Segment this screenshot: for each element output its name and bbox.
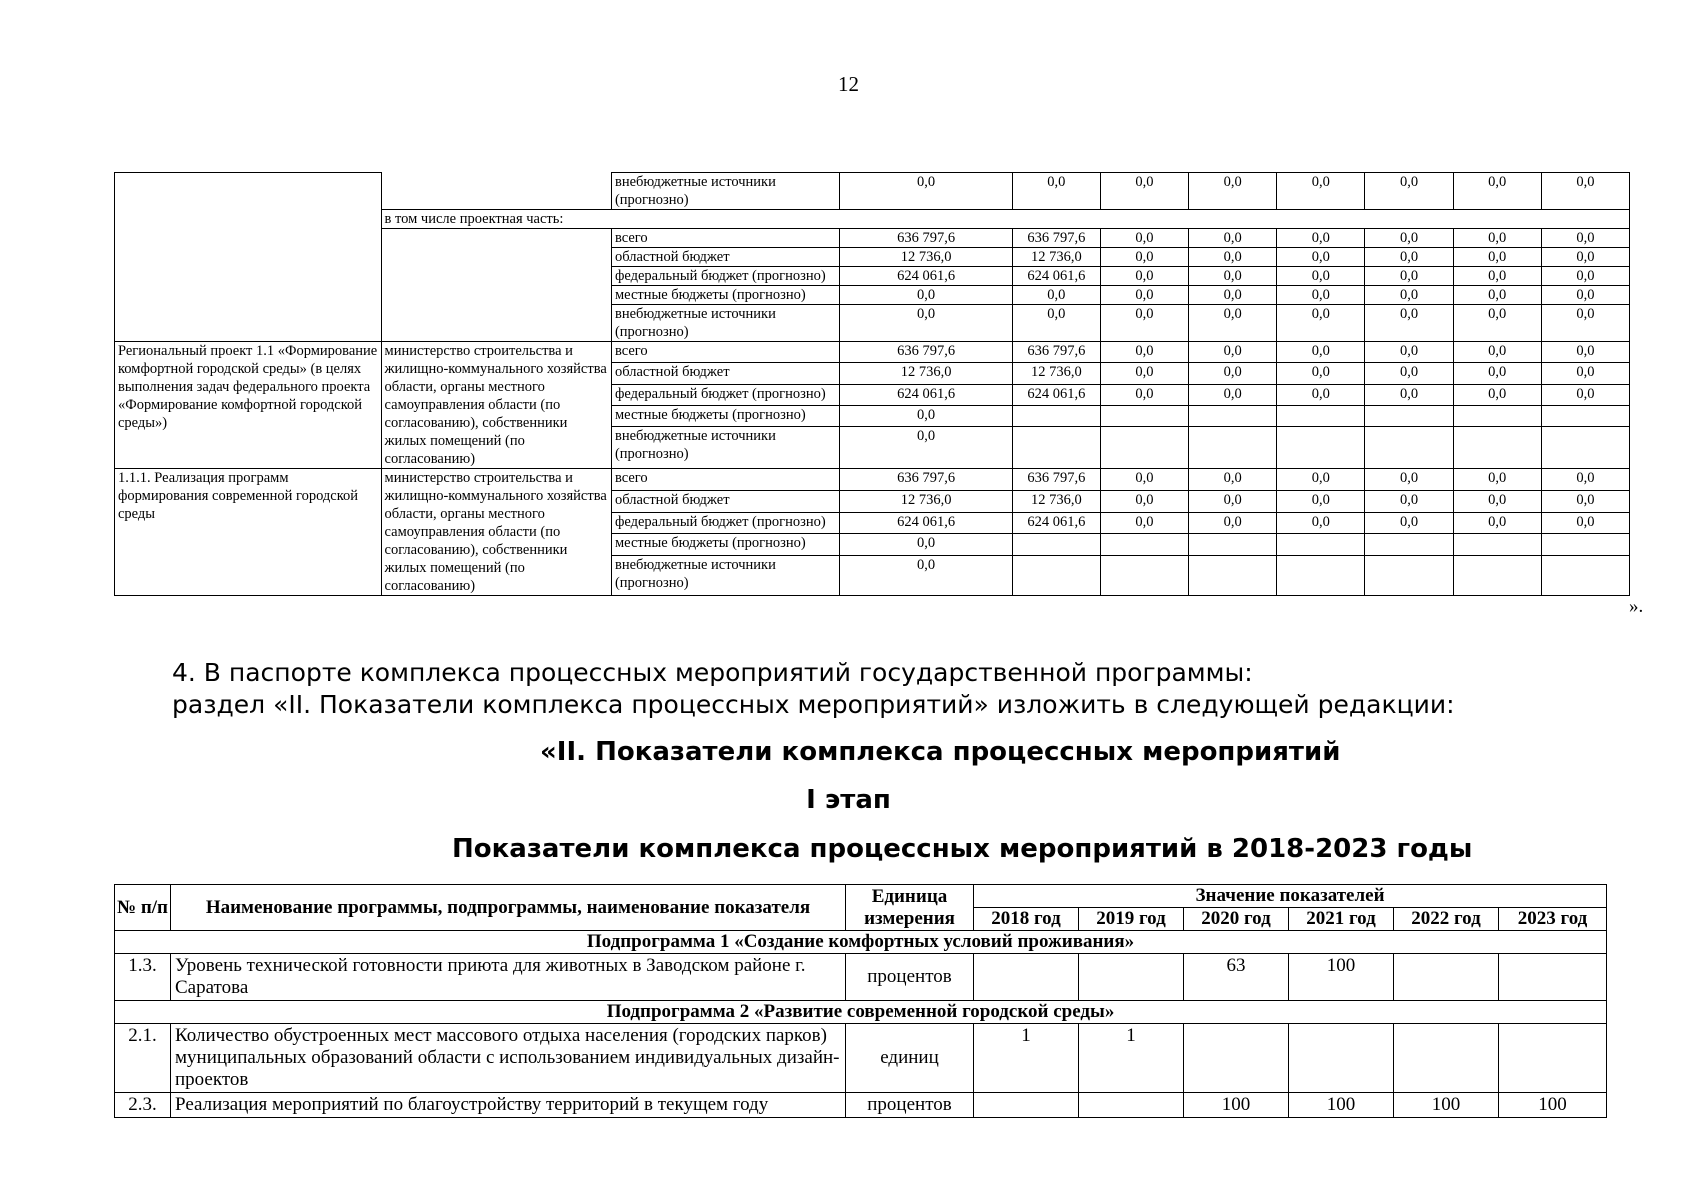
budget-value: 0,0 bbox=[1541, 342, 1629, 363]
budget-value bbox=[1365, 556, 1453, 596]
budget-value: 0,0 bbox=[1277, 469, 1365, 491]
budget-value: 636 797,6 bbox=[840, 229, 1012, 248]
budget-value: 12 736,0 bbox=[1012, 490, 1100, 512]
budget-value: 0,0 bbox=[1100, 469, 1188, 491]
header-name: Наименование программы, подпрограммы, наименование показателя bbox=[171, 885, 846, 931]
budget-value bbox=[1100, 534, 1188, 556]
budget-value: 0,0 bbox=[1365, 469, 1453, 491]
budget-value bbox=[1365, 406, 1453, 427]
budget-value: 0,0 bbox=[1189, 229, 1277, 248]
program-name-cell bbox=[115, 173, 382, 342]
budget-value: 636 797,6 bbox=[840, 469, 1012, 491]
budget-value: 12 736,0 bbox=[1012, 248, 1100, 267]
budget-value: 636 797,6 bbox=[840, 342, 1012, 363]
budget-value: 0,0 bbox=[1541, 469, 1629, 491]
funding-source: всего bbox=[611, 229, 839, 248]
budget-value bbox=[1189, 534, 1277, 556]
budget-value bbox=[1100, 556, 1188, 596]
budget-value: 0,0 bbox=[1365, 490, 1453, 512]
budget-value: 0,0 bbox=[1365, 267, 1453, 286]
budget-value: 0,0 bbox=[1453, 305, 1541, 342]
funding-source: внебюджетные источники (прогнозно) bbox=[611, 173, 839, 210]
budget-value bbox=[1277, 556, 1365, 596]
indicator-value: 1 bbox=[974, 1024, 1079, 1093]
budget-value: 0,0 bbox=[1541, 267, 1629, 286]
budget-value bbox=[1277, 427, 1365, 469]
budget-value: 0,0 bbox=[840, 406, 1012, 427]
table-row bbox=[115, 1024, 1607, 1093]
budget-value: 0,0 bbox=[1453, 286, 1541, 305]
budget-value: 0,0 bbox=[1189, 469, 1277, 491]
budget-value: 624 061,6 bbox=[840, 384, 1012, 405]
project-name: Региональный проект 1.1 «Формирование комфортной городской среды» (в целях выполнения задач федерального проекта «Формирование комфортной городской среды») bbox=[115, 342, 382, 469]
funding-source: областной бюджет bbox=[611, 248, 839, 267]
budget-value: 0,0 bbox=[1100, 248, 1188, 267]
funding-source: федеральный бюджет (прогнозно) bbox=[611, 512, 839, 534]
budget-value: 0,0 bbox=[1100, 286, 1188, 305]
budget-value: 0,0 bbox=[1277, 342, 1365, 363]
budget-value: 0,0 bbox=[1277, 267, 1365, 286]
budget-value: 0,0 bbox=[1365, 286, 1453, 305]
indicator-value bbox=[1499, 1024, 1607, 1093]
budget-value: 0,0 bbox=[1541, 248, 1629, 267]
budget-value bbox=[1453, 556, 1541, 596]
budget-value: 0,0 bbox=[1100, 229, 1188, 248]
budget-value bbox=[1453, 427, 1541, 469]
budget-table bbox=[114, 172, 1630, 596]
project-executor: министерство строительства и жилищно-коммунального хозяйства области, органы местного самоуправления области (по согласованию), собственники жилых помещений (по согласованию) bbox=[381, 469, 611, 596]
budget-value: 0,0 bbox=[1365, 342, 1453, 363]
indicator-value: 63 bbox=[1184, 954, 1289, 1001]
paragraph-item-4: 4. В паспорте комплекса процессных мероприятий государственной программы: bbox=[172, 658, 1253, 687]
budget-value: 0,0 bbox=[1277, 305, 1365, 342]
indicator-value bbox=[974, 1093, 1079, 1118]
funding-source: местные бюджеты (прогнозно) bbox=[611, 406, 839, 427]
funding-source: внебюджетные источники (прогнозно) bbox=[611, 556, 839, 596]
table-row bbox=[115, 469, 1630, 491]
header-year: 2023 год bbox=[1499, 908, 1607, 931]
budget-value: 0,0 bbox=[840, 286, 1012, 305]
budget-value: 0,0 bbox=[1189, 490, 1277, 512]
funding-source: областной бюджет bbox=[611, 363, 839, 384]
budget-value: 0,0 bbox=[1453, 173, 1541, 210]
budget-value: 636 797,6 bbox=[1012, 342, 1100, 363]
budget-value: 0,0 bbox=[1541, 512, 1629, 534]
header-year: 2018 год bbox=[974, 908, 1079, 931]
budget-value: 0,0 bbox=[840, 556, 1012, 596]
budget-value: 0,0 bbox=[1365, 229, 1453, 248]
table-row bbox=[115, 342, 1630, 363]
budget-value bbox=[1189, 427, 1277, 469]
budget-value bbox=[1541, 556, 1629, 596]
budget-value: 0,0 bbox=[1453, 384, 1541, 405]
budget-value: 0,0 bbox=[1453, 490, 1541, 512]
budget-value bbox=[1100, 406, 1188, 427]
page-number: 12 bbox=[838, 72, 859, 96]
budget-value bbox=[1365, 534, 1453, 556]
budget-value bbox=[1541, 534, 1629, 556]
budget-value bbox=[1453, 534, 1541, 556]
budget-value bbox=[1277, 534, 1365, 556]
budget-value: 0,0 bbox=[1100, 512, 1188, 534]
table-heading: Показатели комплекса процессных мероприятий в 2018-2023 годы bbox=[452, 834, 1473, 864]
indicator-value bbox=[1079, 954, 1184, 1001]
budget-value: 0,0 bbox=[1541, 286, 1629, 305]
row-number: 2.1. bbox=[115, 1024, 171, 1093]
indicator-value bbox=[1079, 1093, 1184, 1118]
budget-value: 0,0 bbox=[1277, 384, 1365, 405]
executor-cell bbox=[381, 173, 611, 210]
budget-value: 0,0 bbox=[1277, 286, 1365, 305]
budget-value: 636 797,6 bbox=[1012, 229, 1100, 248]
budget-value: 0,0 bbox=[1541, 305, 1629, 342]
funding-source: внебюджетные источники (прогнозно) bbox=[611, 305, 839, 342]
budget-value: 0,0 bbox=[1189, 384, 1277, 405]
indicator-name: Реализация мероприятий по благоустройству территорий в текущем году bbox=[171, 1093, 846, 1118]
indicator-name: Количество обустроенных мест массового отдыха населения (городских парков) муниципальных образований области с использованием индивидуальных дизайн-проектов bbox=[171, 1024, 846, 1093]
budget-value bbox=[1541, 427, 1629, 469]
indicator-value: 100 bbox=[1394, 1093, 1499, 1118]
budget-value: 0,0 bbox=[1189, 305, 1277, 342]
budget-value: 12 736,0 bbox=[840, 248, 1012, 267]
budget-value: 636 797,6 bbox=[1012, 469, 1100, 491]
header-year: 2021 год bbox=[1289, 908, 1394, 931]
budget-value: 0,0 bbox=[1365, 512, 1453, 534]
row-number: 2.3. bbox=[115, 1093, 171, 1118]
indicator-unit: процентов bbox=[846, 954, 974, 1001]
budget-value: 0,0 bbox=[1365, 173, 1453, 210]
budget-value: 12 736,0 bbox=[840, 490, 1012, 512]
budget-value: 0,0 bbox=[1365, 248, 1453, 267]
indicator-value bbox=[974, 954, 1079, 1001]
budget-value: 0,0 bbox=[840, 534, 1012, 556]
budget-value: 0,0 bbox=[1277, 248, 1365, 267]
indicator-name: Уровень технической готовности приюта для животных в Заводском районе г. Саратова bbox=[171, 954, 846, 1001]
budget-value bbox=[1100, 427, 1188, 469]
funding-source: областной бюджет bbox=[611, 490, 839, 512]
row-number: 1.3. bbox=[115, 954, 171, 1001]
subprogram-row: Подпрограмма 2 «Развитие современной городской среды» bbox=[115, 1001, 1607, 1024]
subprogram-row: Подпрограмма 1 «Создание комфортных условий проживания» bbox=[115, 931, 1607, 954]
budget-value: 0,0 bbox=[1277, 173, 1365, 210]
header-values-group: Значение показателей bbox=[974, 885, 1607, 908]
budget-value: 0,0 bbox=[1453, 469, 1541, 491]
budget-value: 0,0 bbox=[1100, 173, 1188, 210]
funding-source: федеральный бюджет (прогнозно) bbox=[611, 267, 839, 286]
indicator-value bbox=[1394, 1024, 1499, 1093]
budget-value: 0,0 bbox=[1541, 363, 1629, 384]
budget-value: 0,0 bbox=[1365, 305, 1453, 342]
budget-value: 0,0 bbox=[1541, 229, 1629, 248]
indicator-value bbox=[1499, 954, 1607, 1001]
indicator-value: 100 bbox=[1289, 1093, 1394, 1118]
budget-value: 12 736,0 bbox=[840, 363, 1012, 384]
indicator-unit: единиц bbox=[846, 1024, 974, 1093]
closing-quote: ». bbox=[1629, 596, 1644, 617]
funding-source: местные бюджеты (прогнозно) bbox=[611, 286, 839, 305]
indicator-value: 100 bbox=[1499, 1093, 1607, 1118]
budget-value: 0,0 bbox=[1189, 267, 1277, 286]
budget-value: 12 736,0 bbox=[1012, 363, 1100, 384]
executor-cell bbox=[381, 229, 611, 342]
budget-value bbox=[1453, 406, 1541, 427]
budget-value bbox=[1012, 556, 1100, 596]
budget-value: 0,0 bbox=[1189, 342, 1277, 363]
header-year: 2019 год bbox=[1079, 908, 1184, 931]
budget-value: 0,0 bbox=[840, 305, 1012, 342]
budget-value: 0,0 bbox=[1189, 173, 1277, 210]
budget-value: 0,0 bbox=[1453, 267, 1541, 286]
budget-value bbox=[1012, 406, 1100, 427]
budget-value: 0,0 bbox=[1189, 512, 1277, 534]
budget-value: 0,0 bbox=[1453, 229, 1541, 248]
indicator-value bbox=[1184, 1024, 1289, 1093]
budget-value: 0,0 bbox=[1277, 490, 1365, 512]
stage-heading: I этап bbox=[806, 785, 891, 815]
budget-value: 0,0 bbox=[1012, 173, 1100, 210]
indicators-table bbox=[114, 884, 1607, 1118]
funding-source: местные бюджеты (прогнозно) bbox=[611, 534, 839, 556]
funding-source: всего bbox=[611, 342, 839, 363]
paragraph-section-instruction: раздел «II. Показатели комплекса процессных мероприятий» изложить в следующей редакции: bbox=[172, 690, 1455, 719]
indicator-value: 100 bbox=[1289, 954, 1394, 1001]
budget-value: 0,0 bbox=[1277, 363, 1365, 384]
budget-value: 0,0 bbox=[1100, 342, 1188, 363]
budget-value: 0,0 bbox=[1100, 267, 1188, 286]
table-row bbox=[115, 1093, 1607, 1118]
indicator-value: 1 bbox=[1079, 1024, 1184, 1093]
project-part-label: в том числе проектная часть: bbox=[381, 210, 1629, 229]
budget-value: 0,0 bbox=[1453, 342, 1541, 363]
budget-value: 624 061,6 bbox=[1012, 384, 1100, 405]
budget-value: 0,0 bbox=[1012, 286, 1100, 305]
budget-value: 0,0 bbox=[1189, 363, 1277, 384]
budget-value: 0,0 bbox=[1365, 384, 1453, 405]
project-executor: министерство строительства и жилищно-коммунального хозяйства области, органы местного самоуправления области (по согласованию), собственники жилых помещений (по согласованию) bbox=[381, 342, 611, 469]
budget-value: 0,0 bbox=[1100, 363, 1188, 384]
budget-value: 624 061,6 bbox=[1012, 512, 1100, 534]
header-unit: Единица измерения bbox=[846, 885, 974, 931]
budget-value: 0,0 bbox=[1189, 248, 1277, 267]
budget-value: 0,0 bbox=[1453, 512, 1541, 534]
budget-value: 0,0 bbox=[1100, 490, 1188, 512]
table-row bbox=[115, 954, 1607, 1001]
budget-value: 0,0 bbox=[1277, 229, 1365, 248]
budget-value: 624 061,6 bbox=[1012, 267, 1100, 286]
budget-value: 624 061,6 bbox=[840, 512, 1012, 534]
header-year: 2022 год bbox=[1394, 908, 1499, 931]
indicator-value bbox=[1289, 1024, 1394, 1093]
indicator-unit: процентов bbox=[846, 1093, 974, 1118]
budget-value: 0,0 bbox=[1453, 363, 1541, 384]
budget-value bbox=[1365, 427, 1453, 469]
budget-value: 0,0 bbox=[840, 173, 1012, 210]
budget-value: 0,0 bbox=[1453, 248, 1541, 267]
budget-value: 0,0 bbox=[1541, 490, 1629, 512]
funding-source: всего bbox=[611, 469, 839, 491]
header-year: 2020 год bbox=[1184, 908, 1289, 931]
project-name: 1.1.1. Реализация программ формирования современной городской среды bbox=[115, 469, 382, 596]
budget-value: 0,0 bbox=[1100, 305, 1188, 342]
budget-value bbox=[1277, 406, 1365, 427]
budget-value: 0,0 bbox=[840, 427, 1012, 469]
budget-value: 0,0 bbox=[1189, 286, 1277, 305]
budget-value: 624 061,6 bbox=[840, 267, 1012, 286]
header-number: № п/п bbox=[115, 885, 171, 931]
budget-value: 0,0 bbox=[1541, 173, 1629, 210]
indicator-value bbox=[1394, 954, 1499, 1001]
budget-value bbox=[1012, 534, 1100, 556]
budget-value: 0,0 bbox=[1365, 363, 1453, 384]
budget-value: 0,0 bbox=[1541, 384, 1629, 405]
budget-value bbox=[1189, 556, 1277, 596]
budget-value bbox=[1012, 427, 1100, 469]
budget-value bbox=[1189, 406, 1277, 427]
indicator-value: 100 bbox=[1184, 1093, 1289, 1118]
table-row bbox=[115, 173, 1630, 210]
budget-value: 0,0 bbox=[1012, 305, 1100, 342]
budget-value: 0,0 bbox=[1100, 384, 1188, 405]
section-heading: «II. Показатели комплекса процессных мероприятий bbox=[540, 737, 1341, 767]
funding-source: внебюджетные источники (прогнозно) bbox=[611, 427, 839, 469]
funding-source: федеральный бюджет (прогнозно) bbox=[611, 384, 839, 405]
budget-value: 0,0 bbox=[1277, 512, 1365, 534]
budget-value bbox=[1541, 406, 1629, 427]
